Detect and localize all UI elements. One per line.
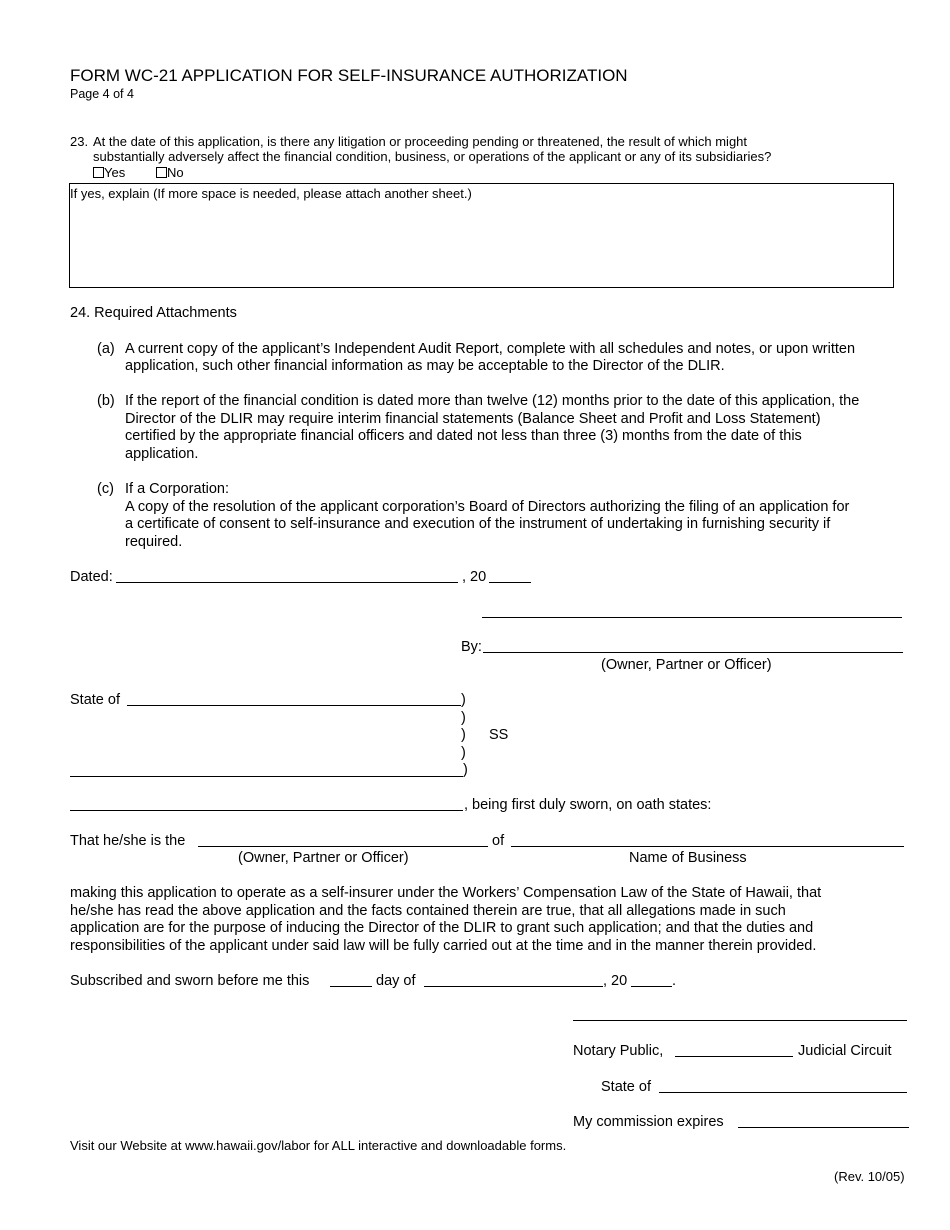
website-note: Visit our Website at www.hawaii.gov/labor for ALL interactive and downloadable forms. bbox=[70, 1138, 567, 1153]
q23-question-line2: substantially adversely affect the financial condition, business, or operations of the applicant or any of its subsidiaries? bbox=[93, 149, 772, 164]
subscribed-label: Subscribed and sworn before me this bbox=[70, 973, 310, 989]
yes-checkbox[interactable] bbox=[93, 167, 104, 178]
notary-public-label: Notary Public, bbox=[573, 1043, 664, 1059]
by-label: By: bbox=[461, 639, 482, 655]
business-caption: Name of Business bbox=[629, 850, 747, 866]
affiant-name-field[interactable] bbox=[70, 810, 463, 811]
affidavit-body-line3: application are for the purpose of inducing the Director of the DLIR to grant such application; and that the duties and bbox=[70, 920, 814, 936]
no-checkbox[interactable] bbox=[156, 167, 167, 178]
sworn-text: , being first duly sworn, on oath states: bbox=[464, 797, 712, 813]
notary-state-field[interactable] bbox=[659, 1092, 907, 1093]
q23-question-line1: At the date of this application, is there any litigation or proceeding pending or threatened, the result of which might bbox=[93, 134, 748, 149]
item-c-letter: (c) bbox=[97, 481, 114, 497]
item-c-line3: a certificate of consent to self-insurance and execution of the instrument of undertaking in furnishing security if bbox=[125, 516, 831, 532]
business-name-field[interactable] bbox=[511, 846, 904, 847]
page-number: Page 4 of 4 bbox=[70, 87, 134, 101]
q23-no-option[interactable] bbox=[156, 165, 184, 180]
item-a-letter: (a) bbox=[97, 341, 115, 357]
item-c-line2: A copy of the resolution of the applicant corporation’s Board of Directors authorizing the filing of an application for bbox=[125, 499, 850, 515]
notary-state-label: State of bbox=[601, 1079, 651, 1095]
item-b-letter: (b) bbox=[97, 393, 115, 409]
subscribed-year-prefix: , 20 bbox=[603, 973, 628, 989]
signature-line[interactable] bbox=[482, 617, 902, 618]
paren-5: ) bbox=[463, 762, 468, 778]
explain-textbox[interactable] bbox=[69, 183, 894, 288]
by-field[interactable] bbox=[483, 652, 903, 653]
dated-year-prefix: , 20 bbox=[462, 569, 487, 585]
county-field[interactable] bbox=[70, 776, 463, 777]
role-caption: (Owner, Partner or Officer) bbox=[238, 850, 409, 866]
paren-2: ) bbox=[461, 710, 466, 726]
notary-signature-line[interactable] bbox=[573, 1020, 907, 1021]
judicial-circuit-label: Judicial Circuit bbox=[798, 1043, 892, 1059]
subscribed-year-field[interactable] bbox=[631, 986, 672, 987]
ss-label: SS bbox=[489, 727, 509, 743]
revision-label: (Rev. 10/05) bbox=[834, 1169, 905, 1184]
q24-heading: 24. Required Attachments bbox=[70, 305, 237, 321]
dated-label: Dated: bbox=[70, 569, 113, 585]
item-b-line4: application. bbox=[125, 446, 199, 462]
month-field[interactable] bbox=[424, 986, 603, 987]
dated-year-field[interactable] bbox=[489, 582, 531, 583]
item-c-line4: required. bbox=[125, 534, 183, 550]
item-a-line1: A current copy of the applicant’s Independent Audit Report, complete with all schedules and notes, or upon written bbox=[125, 341, 856, 357]
subscribed-period: . bbox=[672, 973, 677, 989]
item-b-line3: certified by the appropriate financial officers and dated not less than three (3) months from the date of this bbox=[125, 428, 802, 444]
item-b-line2: Director of the DLIR may require interim financial statements (Balance Sheet and Profit and Loss Statement) bbox=[125, 411, 821, 427]
paren-3: ) bbox=[461, 727, 466, 743]
no-label: No bbox=[167, 165, 184, 180]
explain-label: If yes, explain (If more space is needed, please attach another sheet.) bbox=[70, 186, 472, 201]
dated-field[interactable] bbox=[116, 582, 458, 583]
commission-field[interactable] bbox=[738, 1127, 909, 1128]
q23-yes-option[interactable] bbox=[93, 165, 125, 180]
form-title: FORM WC-21 APPLICATION FOR SELF-INSURANCE AUTHORIZATION bbox=[70, 66, 628, 85]
state-of-field[interactable] bbox=[127, 705, 461, 706]
affidavit-body-line1: making this application to operate as a self-insurer under the Workers’ Compensation Law of the State of Hawaii, that bbox=[70, 885, 822, 901]
that-label: That he/she is the bbox=[70, 833, 186, 849]
paren-1: ) bbox=[461, 692, 466, 708]
owner-caption: (Owner, Partner or Officer) bbox=[601, 657, 772, 673]
yes-label: Yes bbox=[104, 165, 126, 180]
role-field[interactable] bbox=[198, 846, 488, 847]
affidavit-body-line4: responsibilities of the applicant under said law will be fully carried out at the time and in the manner therein provided. bbox=[70, 938, 817, 954]
item-c-line1: If a Corporation: bbox=[125, 481, 229, 497]
q23-number: 23. bbox=[70, 134, 89, 149]
item-b-line1: If the report of the financial condition is dated more than twelve (12) months prior to the date of this application, the bbox=[125, 393, 860, 409]
day-field[interactable] bbox=[330, 986, 372, 987]
day-of-label: day of bbox=[376, 973, 416, 989]
item-a-line2: application, such other financial information as may be acceptable to the Director of the DLIR. bbox=[125, 358, 725, 374]
state-of-label: State of bbox=[70, 692, 120, 708]
of-label: of bbox=[492, 833, 505, 849]
circuit-field[interactable] bbox=[675, 1056, 793, 1057]
commission-label: My commission expires bbox=[573, 1114, 724, 1130]
affidavit-body-line2: he/she has read the above application and the facts contained therein are true, that all allegations made in such bbox=[70, 903, 786, 919]
paren-4: ) bbox=[461, 745, 466, 761]
